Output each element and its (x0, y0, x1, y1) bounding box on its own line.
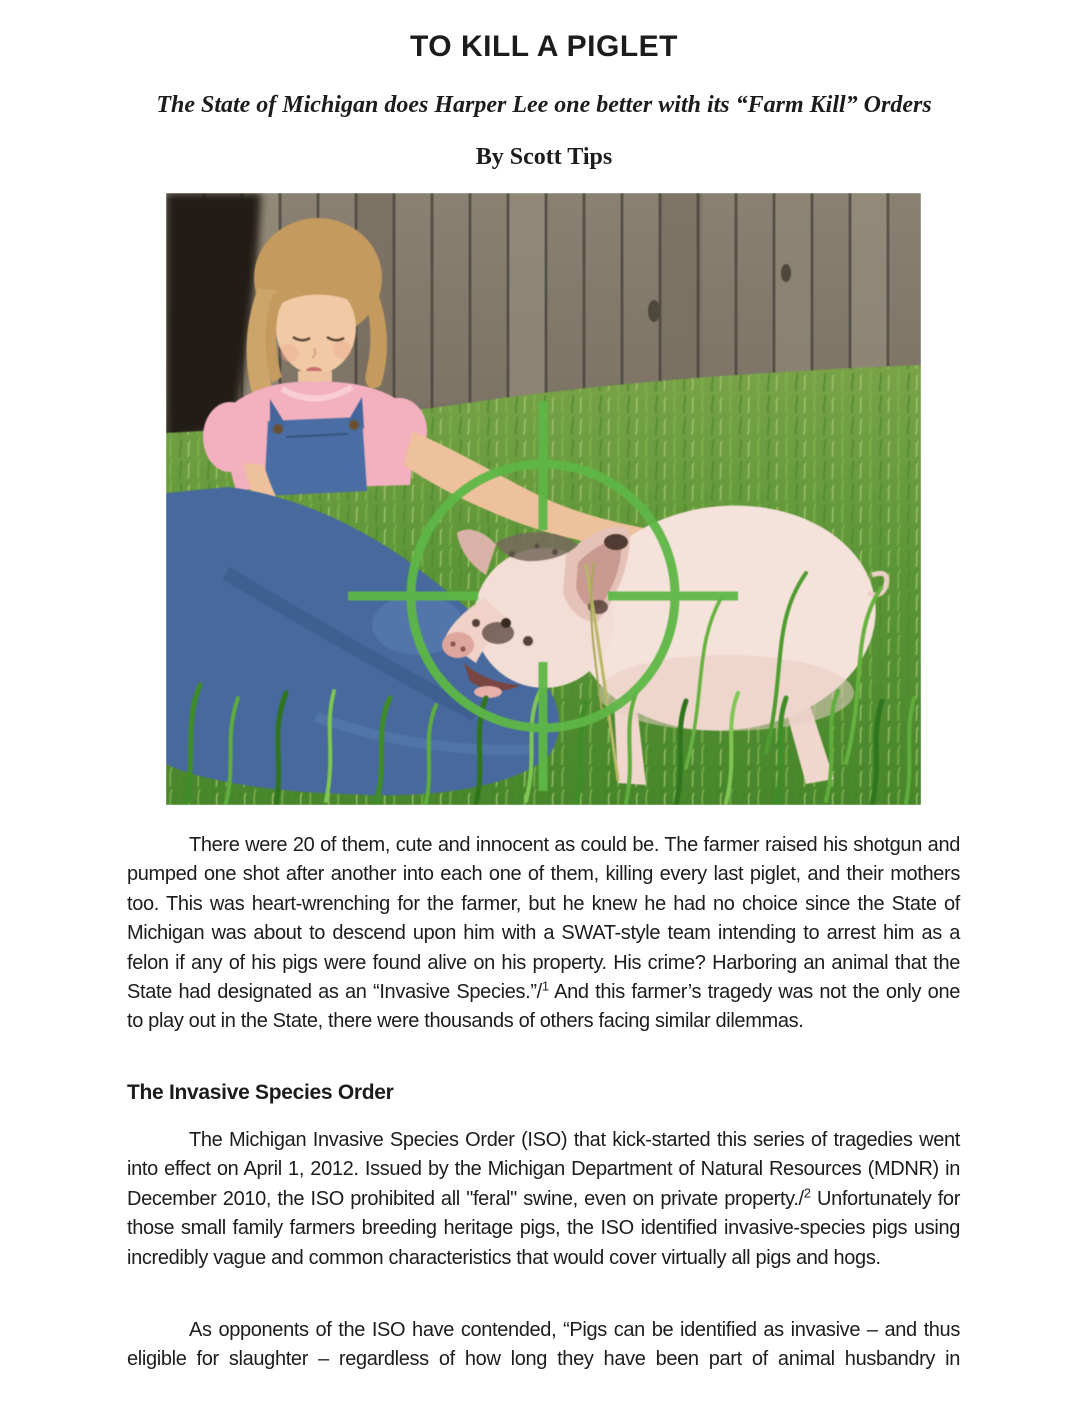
footnote-ref-1: 1 (541, 978, 549, 994)
page-title: TO KILL A PIGLET (409, 30, 678, 63)
paragraph-2 (127, 1126, 960, 1273)
section-heading: The Invasive Species Order (127, 1081, 394, 1104)
paragraph-2-text-cont: Unfortunately for those small family farmers breeding heritage pigs, the ISO identified invasive-species pigs using incredibly vague and common characteristics that would cover virtually all pigs and hogs. (127, 1187, 961, 1269)
paragraph-3 (127, 1316, 960, 1375)
paragraph-2-text: The Michigan Invasive Species Order (ISO) that kick-started this series of tragedies went into effect on April 1, 2012. Issued by the Michigan Department of Natural Resources (MDNR) in December 2010, the ISO prohibited all "feral" swine, even on private property./ (127, 1129, 960, 1210)
fence-knot (648, 300, 660, 322)
footnote-ref-2: 2 (803, 1185, 811, 1201)
paragraph-1-text: There were 20 of them, cute and innocent as could be. The farmer raised his shotgun and pumped one shot after another into each one of them, killing every last piglet, and their mothers too. This was heart-wrenching for the farmer, but he knew he had no choice since the State of Michigan was about to descend upon him with a SWAT-style team intending to arrest him as a felon if any of his pigs were found alive on his property. His crime? Harboring an animal that the State had designated as an “Invasive Species.”/ (127, 834, 960, 1004)
paragraph-3-text: As opponents of the ISO have contended, “Pigs can be identified as invasive – and thus eligible for slaughter – regardless of how long they have been part of animal husbandry in (127, 1319, 960, 1371)
byline: By Scott Tips (475, 144, 613, 170)
paragraph-1-text-cont: And this farmer’s tragedy was not the only one to play out in the State, there were thousands of others facing similar dilemmas. (127, 981, 960, 1033)
fence-knot (781, 264, 791, 282)
paragraph-1 (127, 831, 960, 1037)
page-subtitle: The State of Michigan does Harper Lee one better with its “Farm Kill” Orders (156, 92, 932, 118)
piglet-snout (442, 632, 474, 658)
piglet-eye (501, 618, 511, 628)
article-photo (166, 193, 921, 805)
